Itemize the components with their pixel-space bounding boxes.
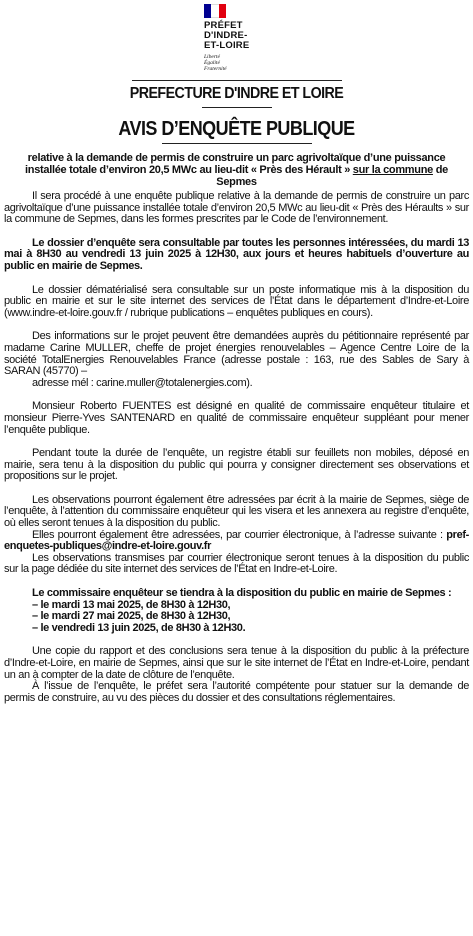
prefecture-logo	[204, 4, 294, 72]
notice-subject: relative à la demande de permis de construire un parc agrivoltaïque d’une puissance installée totale d’environ 20,5 MWc au lieu-dit « Près des Hérault » sur la commune de Sepmes	[25, 152, 448, 188]
list-item: – le mardi 27 mai 2025, de 8H30 à 12H30,	[32, 610, 231, 623]
header-rule-top	[132, 80, 342, 81]
paragraph: Il sera procédé à une enquête publique relative à la demande de permis de construire un parc agrivoltaïque d’une puissance installée totale d’environ 20,5 MWc au lieu-dit « Près des Héraults » sur la commune de Sepmes, dans les formes prescrites par le Code de l’environnement.	[4, 190, 469, 226]
paragraph-commissioner: Monsieur Roberto FUENTES est désigné en qualité de commissaire enquêteur titulaire et monsieur Pierre-Yves SANTENARD en qualité de commissaire enquêteur suppléant pour mener l’enquête publique.	[4, 400, 469, 436]
paragraph-digital-file: Le dossier dématérialisé sera consultable sur un poste informatique mis à la disposition du public en mairie et sur le site internet des services de l’État dans le département d’Indre-et-Loire (www.indre-et-loire.gouv.fr / rubrique publications – enquêtes publiques en cours).	[4, 283, 469, 319]
list-item: – le vendredi 13 juin 2025, de 8H30 à 12H30.	[32, 621, 246, 634]
paragraph-observations: Les observations pourront également être adressées par écrit à la mairie de Sepmes, siège de l’enquête, à l’attention du commissaire enquêteur qui les visera et les annexera au registre d’enquête, où elles seront tenues à la disposition du public.	[4, 493, 469, 530]
paragraph-report: Une copie du rapport et des conclusions sera tenue à la disposition du public à la préfecture d’Indre-et-Loire, en mairie de Sepmes, ainsi que sur le site internet de l’État en Indre-et-Loire, pendant un an à compter de la date de clôture de l’enquête.	[4, 645, 469, 681]
permanence-dates	[4, 600, 469, 635]
paragraph-consultation: Le dossier d’enquête sera consultable par toutes les personnes intéressées, du mardi 13 mai à 8H30 au vendredi 13 juin 2025 à 12H30, aux jours et heures habituels d’ouverture au public en mairie de Sepmes.	[4, 236, 469, 272]
paragraph-register: Pendant toute la durée de l’enquête, un registre établi sur feuillets non mobiles, déposé en mairie, sera tenu à la disposition du public qui pourra y consigner directement ses observations et propositions sur le projet.	[4, 447, 469, 483]
french-flag-icon	[204, 4, 226, 18]
republic-motto: Liberté Égalité Fraternité	[204, 54, 227, 72]
paragraph-information: Des informations sur le projet peuvent être demandées auprès du pétitionnaire représenté par madame Carine MULLER, cheffe de projet énergies renouvelables – Agence Centre Loire de la société TotalEnergies Renouvelables France (adresse postale : 163, rue des Sables de Sary à SARAN (45770) –	[4, 330, 469, 378]
organization-name: PREFECTURE D'INDRE ET LOIRE	[129, 85, 344, 102]
paragraph-email: adresse mél : carine.muller@totalenergies.com).	[32, 376, 253, 389]
email-link[interactable]: pref-enquetes-publiques@indre-et-loire.gouv.fr	[4, 528, 469, 553]
notice-title: AVIS D’ENQUÊTE PUBLIQUE	[118, 118, 355, 140]
paragraph-electronic: Les observations transmises par courrier électronique seront tenues à la disposition du public sur la page dédiée du site internet des services de l’État en Indre-et-Loire.	[4, 551, 469, 576]
title-rule	[162, 143, 312, 144]
logo-title: PRÉFET D'INDRE- ET-LOIRE	[204, 20, 250, 51]
list-item: – le mardi 13 mai 2025, de 8H30 à 12H30,	[32, 598, 231, 611]
paragraph-decision: À l’issue de l’enquête, le préfet sera l’autorité compétente pour statuer sur la demande de permis de construire, au vu des pièces du dossier et des consultations réglementaires.	[4, 680, 469, 704]
notice-body	[4, 191, 469, 704]
paragraph-permanences: Le commissaire enquêteur se tiendra à la disposition du public en mairie de Sepmes :	[32, 587, 452, 600]
paragraph-email-address: Elles pourront également être adressées, par courrier électronique, à l’adresse suivante : pref-enquetes-publiques@indre-et-loire.gouv.fr	[4, 528, 469, 553]
header-rule-short	[202, 107, 272, 108]
